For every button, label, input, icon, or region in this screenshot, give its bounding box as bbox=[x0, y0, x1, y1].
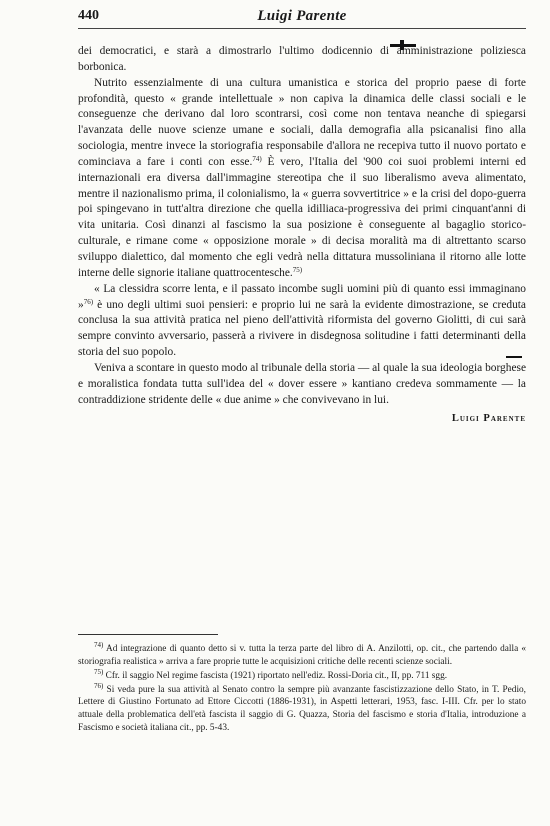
footnote-text: Ad integrazione di quanto detto si v. tutta la terza parte del libro di A. Anzilotti, op. cit., che partendo dalla « storiografia realistica » arriva a fare proprie tutte le acquisizioni critiche delle recenti scienze sociali. bbox=[78, 644, 527, 667]
footnote-ref[interactable]: 75) bbox=[292, 265, 303, 274]
paragraph bbox=[78, 282, 526, 361]
paragraph-text: Nutrito essenzialmente di una cultura umanistica e storica del proprio paese di forte profondità, questo « grande intellettuale » non capiva la dinamica delle classi sociali e le conseguenze che derivano dal loro scontrarsi, così come non tentava neanche di spiegarsi l'avanzata delle nuove scienze umane e sociali, dalla demografia alla psicanalisi fino alla sociologia, mentre invece la storiografia responsabile d'allora ne recepiva tutto il nuovo portato e cominciava a fare i conti con esse. bbox=[78, 76, 526, 168]
footnote bbox=[78, 681, 526, 734]
footnote bbox=[78, 667, 526, 683]
footnotes bbox=[78, 643, 526, 736]
footnote bbox=[78, 643, 526, 668]
paragraph-text: dei democratici, e starà a dimostrarlo l'ultimo dodicennio di amministrazione poliziesca borbonica. bbox=[78, 45, 526, 73]
paragraph bbox=[78, 76, 526, 282]
footnote-rule bbox=[78, 634, 218, 635]
running-head: Luigi Parente bbox=[257, 8, 347, 24]
footnote-number: 74) bbox=[94, 641, 104, 649]
paragraph bbox=[78, 361, 526, 409]
footnote-ref[interactable]: 76) bbox=[83, 297, 94, 306]
footnote-ref[interactable]: 74) bbox=[252, 154, 262, 163]
paragraph-text: « La clessidra scorre lenta, e il passato incombe sugli uomini più di quanto essi immaginano » bbox=[78, 282, 526, 311]
footnote-number: 76) bbox=[94, 681, 104, 690]
header-rule bbox=[78, 28, 526, 29]
body-text bbox=[78, 44, 526, 408]
footnote-text: Cfr. il saggio Nel regime fascista (1921) riportato nell'ediz. Rossi-Doria cit., II, pp. 711 sgg. bbox=[105, 670, 448, 681]
page-header bbox=[78, 6, 526, 30]
author-signature: Luigi Parente bbox=[451, 413, 526, 424]
footnote-number: 75) bbox=[94, 667, 104, 676]
paragraph-text: è uno degli ultimi suoi pensieri: e proprio lui ne sarà la evidente dimostrazione, se creduta conclusa la sua attività pratica nel pieno dell'attività riformista del governo Giolitti, di cui sarà sempre convinto avversario, passerà a rivivere in disdegnosa solitudine i fatti determinanti della storia del suo popolo. bbox=[78, 298, 526, 359]
paragraph-text: È vero, l'Italia del '900 coi suoi problemi interni ed internazionali era diversa dall'immagine stereotipa che il suo liberalismo aveva alimentato, mentre il nazionalismo prima, il colonialismo, la « guerra sovvertitrice » e la crisi del dopo-guerra poi spingevano in tutt'altra direzione che quella idilliaca-progressiva dei primi cinquant'anni di vita unitaria. Così dinanzi al fascismo la sua posizione è conseguente al bagaglio storico-culturale, e rimane come « opposizione morale » di decisa moralità ma di altrettanto scarso sviluppo dialettico, dal momento che egli vedrà nella dittatura mussoliniana il ritorno alle lotte interne delle signorie italiane quattrocentesche. bbox=[78, 155, 526, 279]
page-number: 440 bbox=[78, 8, 99, 23]
paragraph-text: Veniva a scontare in questo modo al tribunale della storia — al quale la sua ideologia borghese e moralistica fondata tutta sull'idea del « dover essere » kantiano credeva sommamente — la contraddizione stridente delle « due anime » che convivevano in lui. bbox=[78, 361, 526, 406]
footnote-text: Si veda pure la sua attività al Senato contro la sempre più avanzante fascistizzazione dello Stato, in T. Pedio, Lettere di Giustino Fortunato ad Ettore Ciccotti (1886-1931), in Aspetti letterari, 1953, fasc. I-III. Cfr. per lo stato attuale della problematica dell'età fascista il saggio di G. Quazza, Storia del fascismo e storia d'Italia, introduzione a Fascismo e società italiana cit., pp. 5-43. bbox=[78, 684, 526, 733]
paragraph bbox=[78, 44, 526, 76]
